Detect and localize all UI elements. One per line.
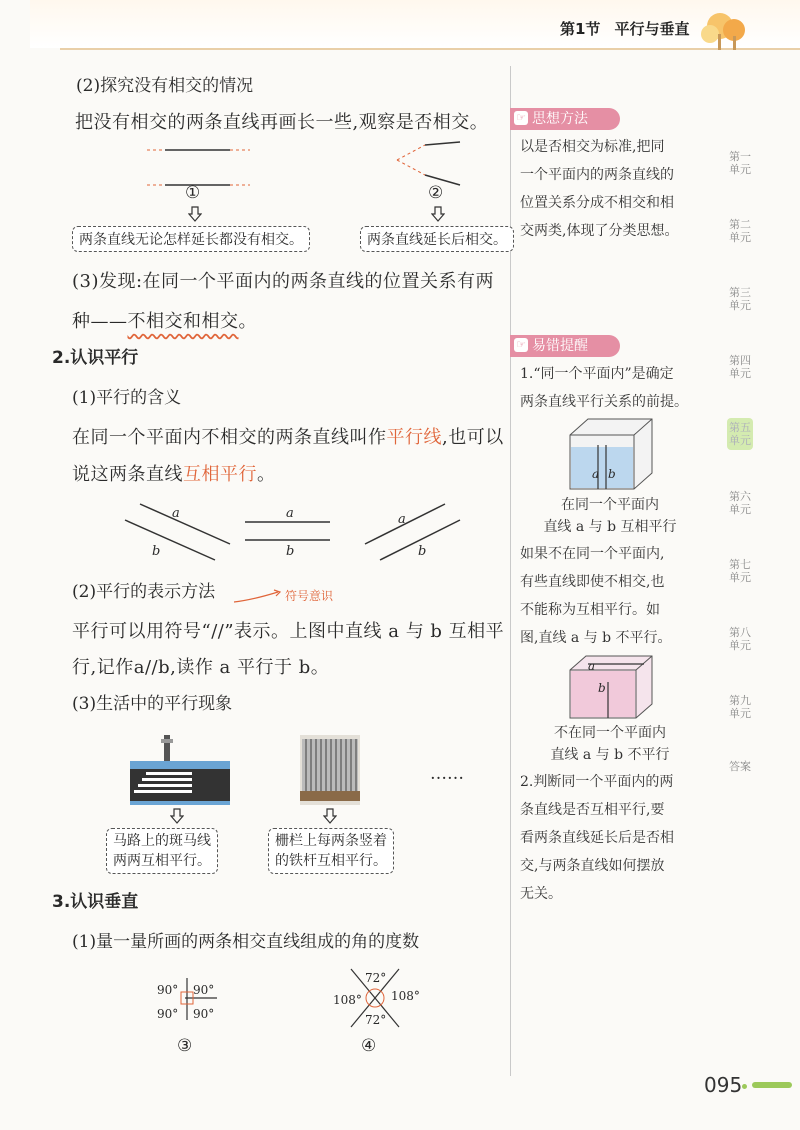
label-a: a — [172, 506, 180, 521]
header-rule — [60, 48, 800, 50]
text-line: 不能称为互相平行。如 — [520, 602, 660, 618]
text-line: 位置关系分成不相交和相 — [520, 195, 674, 211]
unit-tab-2[interactable]: 第二单元 — [729, 218, 751, 244]
text-line: 有些直线即使不相交,也 — [520, 574, 665, 590]
text-line: 如果不在同一个平面内, — [520, 546, 665, 562]
figure-4-label: ④ — [361, 1036, 377, 1056]
unit-tab-1[interactable]: 第一单元 — [729, 150, 751, 176]
s2-p2-line2: 行,记作a//b,读作 a 平行于 b。 — [72, 657, 330, 678]
figure-1-label: ① — [185, 183, 201, 203]
parallel-lines-figure — [115, 500, 485, 565]
s3-p1-heading: (1)量一量所画的两条相交直线组成的角的度数 — [72, 932, 420, 952]
ellipsis: …… — [430, 764, 464, 784]
figure-3-label: ③ — [177, 1036, 193, 1056]
down-arrow-icon — [188, 206, 202, 222]
text-line: 一个平面内的两条直线的 — [520, 167, 674, 183]
angle-label: 108° — [333, 993, 362, 1007]
column-divider — [510, 66, 511, 1076]
fence-image — [300, 735, 360, 805]
s2-p2-line1: 平行可以用符号“//”表示。上图中直线 a 与 b 互相平 — [72, 621, 505, 642]
text: ,也可以 — [442, 427, 504, 448]
label-b: b — [286, 544, 295, 559]
label-b: b — [418, 544, 427, 559]
text-line: 图,直线 a 与 b 不平行。 — [520, 630, 672, 646]
p3-emphasis: 不相交和相交 — [127, 311, 239, 332]
term-mutually-parallel: 互相平行 — [183, 464, 257, 485]
tree-decoration-icon — [700, 8, 750, 52]
angle-label: 108° — [391, 989, 420, 1003]
label-a: a — [588, 659, 596, 673]
label-b: b — [598, 681, 606, 695]
note-no-intersect: 两条直线无论怎样延长都没有相交。 — [72, 226, 310, 252]
angle-label: 72° — [365, 1013, 387, 1027]
unit-tab-4[interactable]: 第四单元 — [729, 354, 751, 380]
angle-label: 90° — [193, 983, 215, 997]
page-number: 095 — [704, 1073, 743, 1097]
unit-tab-answers[interactable]: 答案 — [729, 760, 751, 773]
text-line: 条直线是否互相平行,要 — [520, 802, 665, 818]
down-arrow-icon — [170, 808, 184, 824]
text-line: 交两类,体现了分类思想。 — [520, 223, 679, 239]
section-number: 第1节 — [560, 20, 601, 38]
figure-2-label: ② — [428, 183, 444, 203]
note-fence-line2: 的铁杆互相平行。 — [275, 853, 387, 869]
unit-tab-3[interactable]: 第三单元 — [729, 286, 751, 312]
text-line: 看两条直线延长后是否相 — [520, 830, 674, 846]
p3-line2 — [72, 310, 257, 334]
section-title: 平行与垂直 — [614, 20, 690, 38]
text-line: 交,与两条直线如何摆放 — [520, 858, 665, 874]
s2-p3-heading: (3)生活中的平行现象 — [72, 694, 233, 714]
p3-line1: (3)发现:在同一个平面内的两条直线的位置关系有两 — [72, 271, 495, 292]
text: 在同一个平面内不相交的两条直线叫作 — [72, 427, 387, 448]
s2-p1-heading: (1)平行的含义 — [72, 388, 182, 408]
p3-text: 种—— — [72, 311, 128, 332]
angle-label: 90° — [157, 983, 179, 997]
note-intersect: 两条直线延长后相交。 — [360, 226, 514, 252]
thinking-method-text — [520, 133, 678, 245]
text: 。 — [257, 464, 276, 485]
box2-caption — [520, 722, 700, 766]
s2-p1-line2 — [72, 463, 276, 487]
hand-icon: ☞ — [514, 338, 528, 352]
reminder-text-1 — [520, 360, 688, 416]
label-a: a — [592, 467, 600, 481]
angle-label: 90° — [193, 1007, 215, 1021]
label-b: b — [608, 467, 616, 481]
reminder-text-2 — [520, 540, 672, 652]
hand-icon: ☞ — [514, 111, 528, 125]
text-line: 无关。 — [520, 886, 562, 902]
note-zebra-line1: 马路上的斑马线 — [113, 833, 211, 849]
curved-arrow-icon — [232, 588, 284, 606]
p3-period: 。 — [238, 311, 257, 332]
term-parallel-lines: 平行线 — [386, 427, 442, 448]
unit-tab-9[interactable]: 第九单元 — [729, 694, 751, 720]
reminder-text-3 — [520, 768, 674, 908]
section2-heading: 2.认识平行 — [52, 348, 139, 368]
section3-heading: 3.认识垂直 — [52, 892, 139, 912]
tag-label: 思想方法 — [532, 111, 588, 127]
unit-tab-6[interactable]: 第六单元 — [729, 490, 751, 516]
label-a: a — [286, 506, 294, 521]
note-zebra — [106, 828, 218, 874]
unit-tab-5[interactable]: 第五单元 — [727, 418, 753, 450]
label-a: a — [398, 512, 406, 527]
page-dot — [742, 1084, 747, 1089]
header-title — [560, 18, 689, 39]
note-fence-line1: 栅栏上每两条竖着 — [275, 833, 387, 849]
cube-different-plane-figure — [560, 652, 660, 722]
note-fence — [268, 828, 394, 874]
caption-line: 不在同一个平面内 — [554, 725, 666, 741]
zebra-crossing-image — [130, 735, 230, 805]
caption-line: 在同一个平面内 — [561, 497, 659, 513]
text-line: 1.“同一个平面内”是确定 — [520, 366, 674, 382]
caption-line: 直线 a 与 b 互相平行 — [543, 519, 677, 535]
tag-label: 易错提醒 — [532, 338, 588, 354]
caption-line: 直线 a 与 b 不平行 — [550, 747, 670, 763]
tag-error-reminder — [510, 335, 620, 357]
page-bar — [752, 1082, 792, 1088]
label-b: b — [152, 544, 161, 559]
unit-tab-8[interactable]: 第八单元 — [729, 626, 751, 652]
p2-text: 把没有相交的两条直线再画长一些,观察是否相交。 — [75, 112, 489, 133]
s2-p1-line1 — [72, 426, 504, 450]
angle-label: 90° — [157, 1007, 179, 1021]
text: 说这两条直线 — [72, 464, 183, 485]
text-line: 2.判断同一个平面内的两 — [520, 774, 674, 790]
tag-thinking-method — [510, 108, 620, 130]
p2-heading: (2)探究没有相交的情况 — [76, 76, 254, 96]
angle-label: 72° — [365, 971, 387, 985]
down-arrow-icon — [323, 808, 337, 824]
note-zebra-line2: 两两互相平行。 — [113, 853, 211, 869]
unit-tab-7[interactable]: 第七单元 — [729, 558, 751, 584]
down-arrow-icon — [431, 206, 445, 222]
s2-p2-heading: (2)平行的表示方法 — [72, 582, 216, 602]
symbol-note: 符号意识 — [285, 589, 334, 603]
box1-caption — [520, 494, 700, 538]
text-line: 两条直线平行关系的前提。 — [520, 394, 688, 410]
text-line: 以是否相交为标准,把同 — [520, 139, 665, 155]
